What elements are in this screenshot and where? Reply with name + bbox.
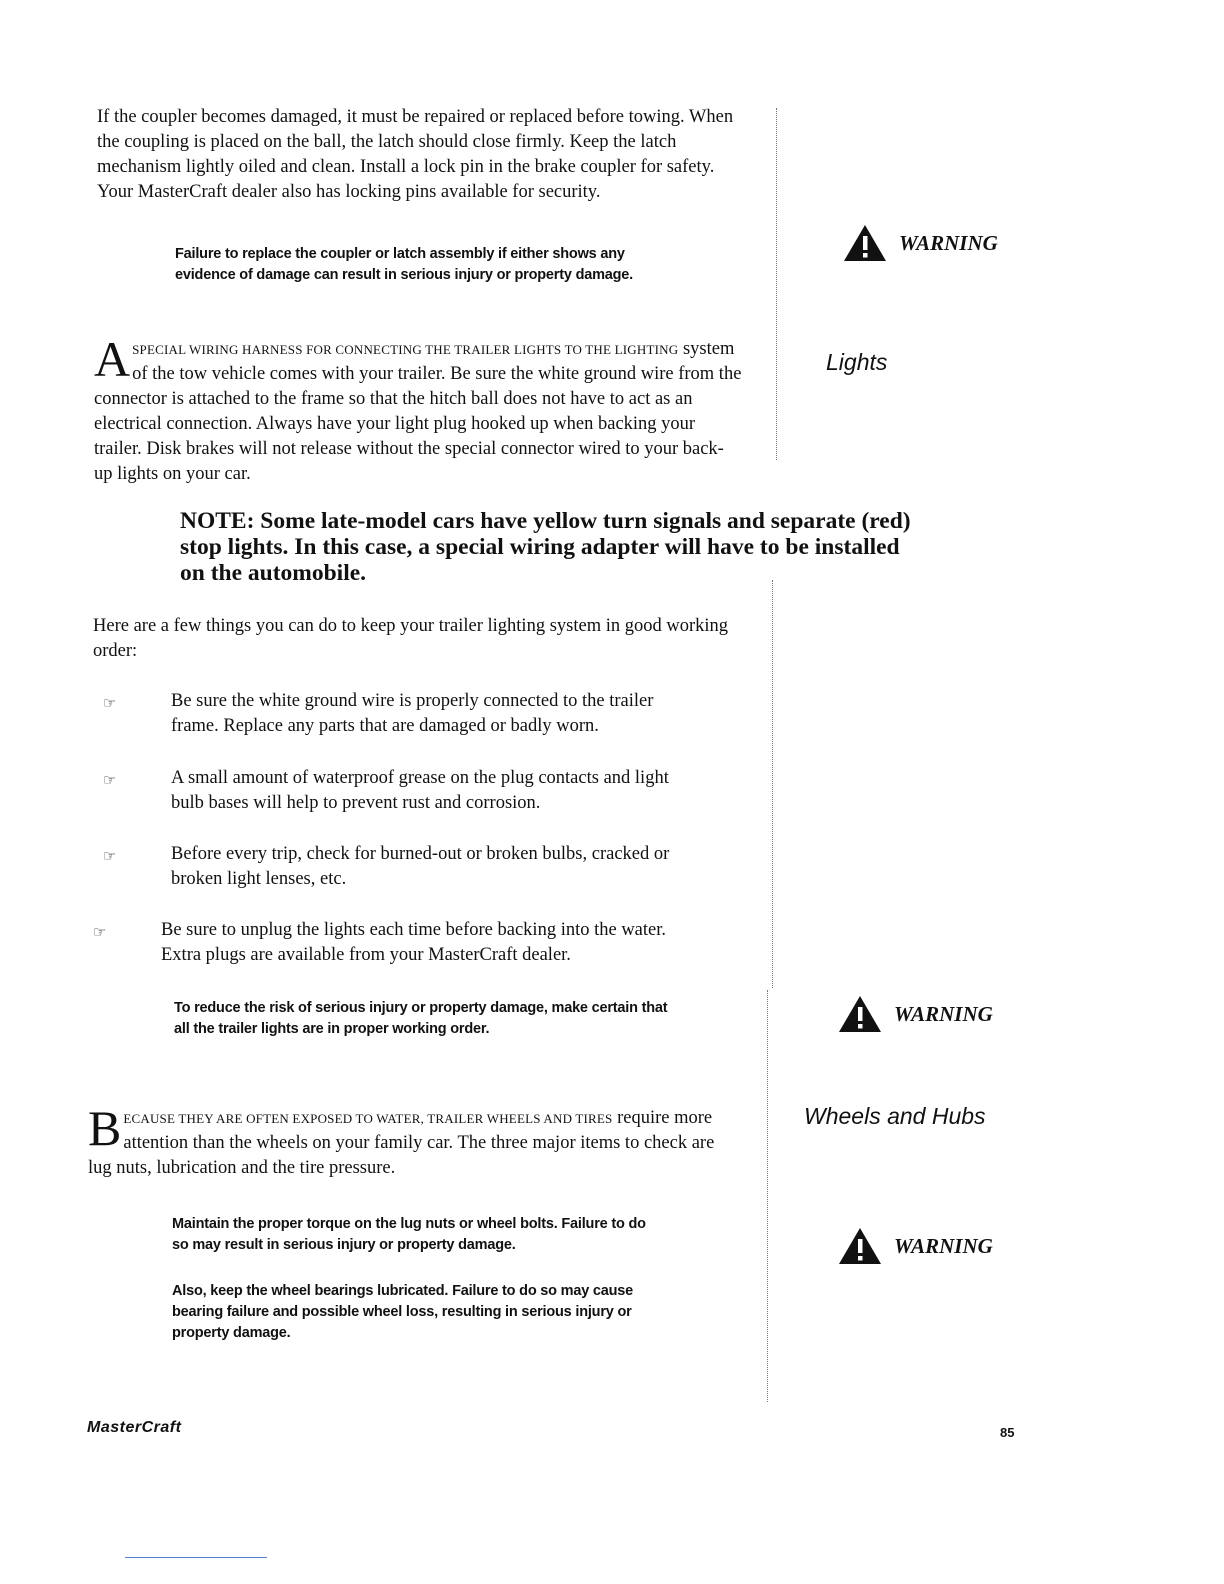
wheels-rest: require more attention than the wheels on your family car. The three major items to check are lug nuts, lubrication and the tire pressure. — [88, 1108, 715, 1178]
wiring-smallcaps: SPECIAL WIRING HARNESS FOR CONNECTING THE TRAILER LIGHTS TO THE LIGHTING — [132, 342, 679, 357]
warning-label — [838, 1227, 993, 1265]
footer-brand: MasterCraft — [87, 1419, 182, 1436]
coupler-paragraph: If the coupler becomes damaged, it must be repaired or replaced before towing. When the coupling is placed on the ball, the latch should close firmly. Keep the latch mechanism lightly oiled and clean. Install a lock pin in the brake coupler for safety. Your MasterCraft dealer also has locking pins available for security. — [97, 107, 734, 202]
warning-label — [838, 995, 993, 1033]
warning-triangle-icon — [843, 224, 887, 262]
bullet-item — [103, 842, 691, 892]
wiring-dropcap: A — [94, 331, 131, 387]
bullet-text: Before every trip, check for burned-out or broken bulbs, cracked or broken light lenses, etc. — [171, 844, 670, 889]
page-number: 85 — [1000, 1425, 1015, 1440]
wheels-dropcap: B — [88, 1100, 122, 1156]
pointing-hand-icon: ☞ — [103, 694, 117, 712]
warning-label-text: WARNING — [894, 1001, 993, 1026]
coupler-warning-text: Failure to replace the coupler or latch assembly if either shows any evidence of damage can result in serious injury or property damage. — [175, 246, 633, 283]
wheels-heading: Wheels and Hubs — [804, 1103, 986, 1129]
bearing-warning-text: Also, keep the wheel bearings lubricated. Failure to do so may cause bearing failure and possible wheel loss, resulting in serious injury or property damage. — [172, 1283, 634, 1341]
warning-triangle-icon — [838, 1227, 882, 1265]
warning-label — [843, 224, 998, 262]
warning-triangle-icon — [838, 995, 882, 1033]
lights-heading: Lights — [826, 349, 888, 375]
lug-nut-warning-text: Maintain the proper torque on the lug nuts or wheel bolts. Failure to do so may result in serious injury or property damage. — [172, 1216, 646, 1253]
lights-warning-text: To reduce the risk of serious injury or property damage, make certain that all the trailer lights are in proper working order. — [174, 1000, 668, 1037]
footer-rule — [125, 1557, 267, 1558]
pointing-hand-icon: ☞ — [103, 847, 117, 865]
bullet-item — [103, 766, 691, 816]
bullet-item — [103, 689, 691, 739]
column-divider — [767, 990, 768, 1402]
wheels-paragraph — [88, 1100, 736, 1181]
pointing-hand-icon: ☞ — [103, 771, 117, 789]
lighting-intro: Here are a few things you can do to keep your trailer lighting system in good working order: — [93, 616, 729, 661]
column-divider — [776, 108, 777, 460]
bullet-item — [93, 918, 681, 968]
column-divider — [772, 580, 773, 988]
bullet-text: A small amount of waterproof grease on the plug contacts and light bulb bases will help to prevent rust and corrosion. — [171, 768, 669, 813]
bullet-text: Be sure to unplug the lights each time before backing into the water. Extra plugs are available from your MasterCraft dealer. — [161, 920, 667, 965]
warning-label-text: WARNING — [894, 1233, 993, 1258]
wheels-smallcaps: ECAUSE THEY ARE OFTEN EXPOSED TO WATER, TRAILER WHEELS AND TIRES — [123, 1111, 613, 1126]
note-callout: NOTE: Some late-model cars have yellow turn signals and separate (red) stop lights. In this case, a special wiring adapter will have to be installed on the automobile. — [180, 508, 911, 586]
warning-label-text: WARNING — [899, 230, 998, 255]
bullet-text: Be sure the white ground wire is properly connected to the trailer frame. Replace any parts that are damaged or badly worn. — [171, 691, 654, 736]
wiring-paragraph — [94, 331, 742, 487]
wiring-rest: system of the tow vehicle comes with your trailer. Be sure the white ground wire from the connector is attached to the frame so that the hitch ball does not have to act as an electrical connection. Always have your light plug hooked up when backing your trailer. Disk brakes will not release without the special connector wired to your back-up lights on your car. — [94, 339, 742, 484]
pointing-hand-icon: ☞ — [93, 923, 107, 941]
